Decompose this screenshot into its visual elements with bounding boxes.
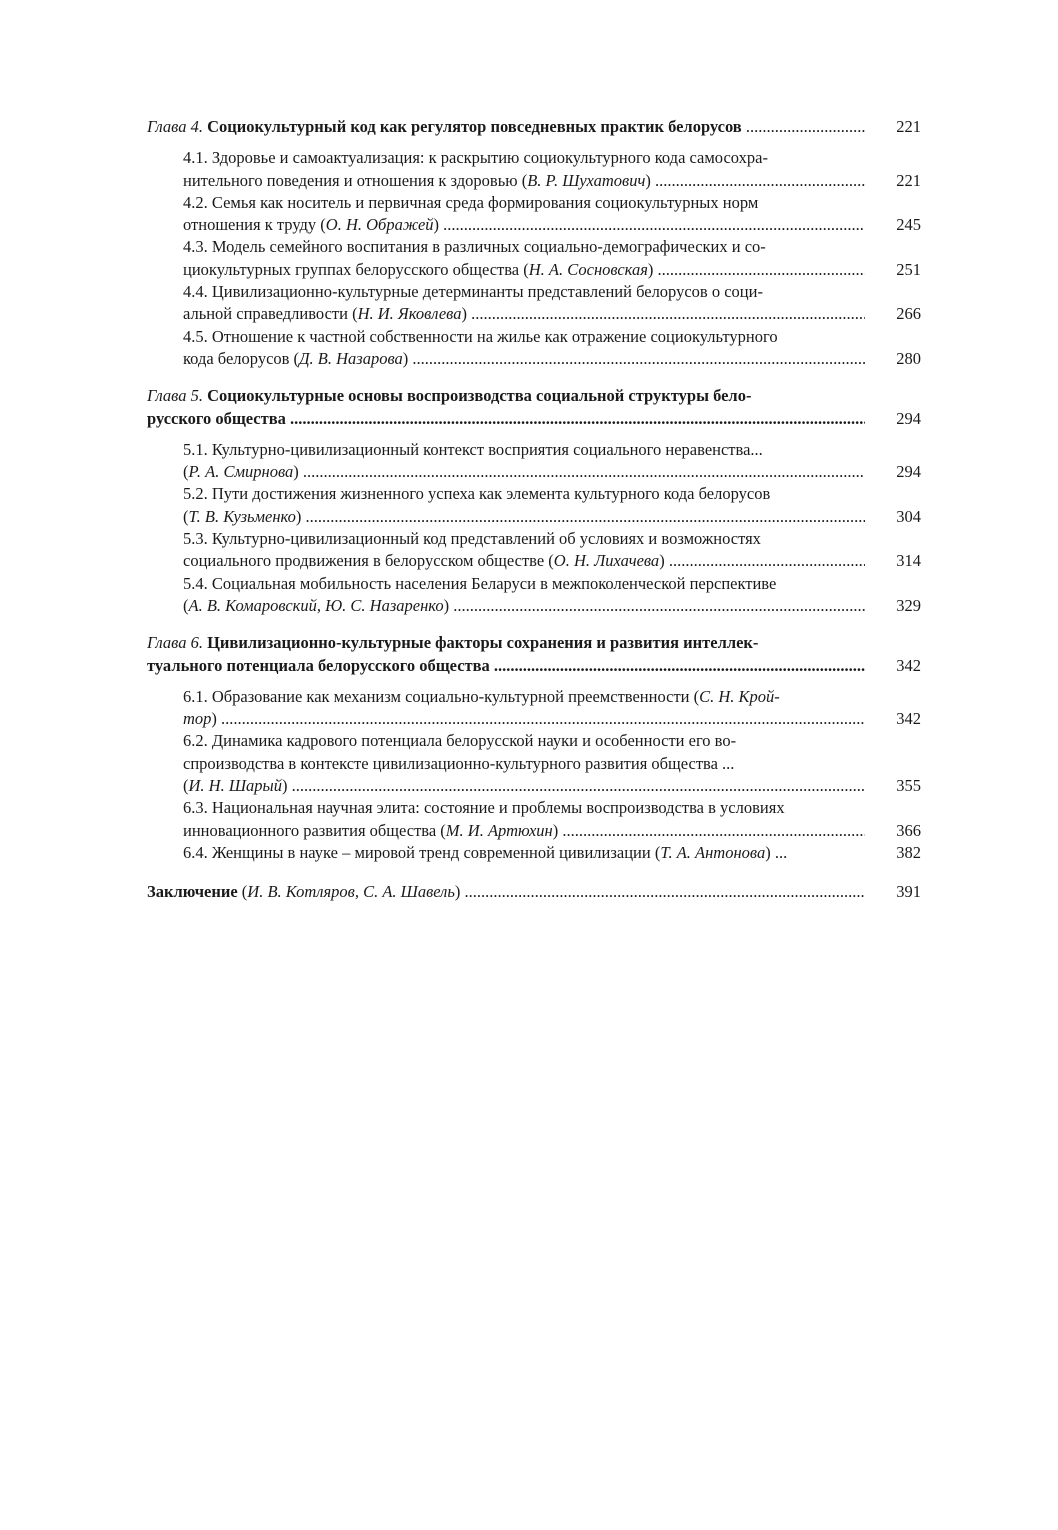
section-4-5-line2: кода белорусов (Д. В. Назарова) ..... <box>183 348 865 370</box>
section-4-5-title: 4.5. Отношение к частной собственности на жилье как отражение социокультурного <box>183 326 778 346</box>
section-5-2-line2: (Т. В. Кузьменко) ..... <box>183 506 865 528</box>
section-6-1-author: тор <box>183 709 212 729</box>
section-6-4-line1: 6.4. Женщины в науке – мировой тренд современной цивилизации (Т. А. Антонова) ... <box>183 842 788 862</box>
section-4-4[interactable] <box>147 281 921 326</box>
section-4-2-page: 245 <box>896 215 921 235</box>
chapter-4-title-line <box>147 116 865 138</box>
chapter-5-title-line1 <box>147 385 865 407</box>
section-5-1-author: Р. А. Смирнова <box>188 462 294 482</box>
section-6-2-page: 355 <box>896 776 921 796</box>
section-4-4-page: 266 <box>896 304 921 324</box>
section-4-4-author: Н. И. Яковлева <box>357 304 462 324</box>
section-5-2-author: Т. В. Кузьменко <box>188 506 296 526</box>
section-5-4[interactable] <box>147 573 921 618</box>
section-5-1-line2: (Р. А. Смирнова) ..... <box>183 461 865 483</box>
section-4-4-title: 4.4. Цивилизационно-культурные детерминанты представлений белорусов о соци- <box>183 282 763 302</box>
section-5-3-page: 314 <box>896 551 921 571</box>
section-4-4-line2: альной справедливости (Н. И. Яковлева) ..... <box>183 303 865 325</box>
section-4-5-page: 280 <box>896 348 921 368</box>
chapter-4-label: Глава 4. <box>147 117 203 136</box>
section-5-4-title: 5.4. Социальная мобильность населения Беларуси в межпоколенческой перспективе <box>183 573 777 593</box>
section-5-2[interactable] <box>147 483 921 528</box>
section-6-1-line2: тор) ..... <box>183 708 865 730</box>
section-5-4-author: А. В. Комаровский, Ю. С. Назаренко <box>188 595 444 615</box>
chapter-4-page: 221 <box>896 117 921 136</box>
chapter-5-label: Глава 5. <box>147 386 203 406</box>
section-6-2-line3: (И. Н. Шарый) ..... <box>183 775 865 797</box>
section-6-4-author: Т. А. Антонова <box>660 842 766 862</box>
section-6-3-title: 6.3. Национальная научная элита: состояние и проблемы воспроизводства в условиях <box>183 798 785 818</box>
section-5-2-title: 5.2. Пути достижения жизненного успеха как элемента культурного кода белорусов <box>183 484 771 504</box>
chapter-6-label: Глава 6. <box>147 633 203 653</box>
section-5-1[interactable] <box>147 439 921 484</box>
section-6-1[interactable] <box>147 686 921 731</box>
section-6-3[interactable] <box>147 797 921 842</box>
section-6-3-author: М. И. Артюхин <box>445 820 553 840</box>
conclusion-label: Заключение <box>147 882 238 902</box>
section-6-1-line1: 6.1. Образование как механизм социально-культурной преемственности (С. Н. Крой- <box>183 686 780 706</box>
chapter-6-title-line2: туального потенциала белорусского общества ..... <box>147 655 865 677</box>
section-6-2[interactable] <box>147 730 921 797</box>
section-5-1-title: 5.1. Культурно-цивилизационный контекст восприятия социального неравенства... <box>183 439 763 459</box>
conclusion-entry[interactable] <box>147 881 921 903</box>
section-4-2[interactable] <box>147 192 921 237</box>
conclusion-page: 391 <box>896 882 921 902</box>
section-5-3-author: О. Н. Лихачева <box>553 551 660 571</box>
table-of-contents <box>147 116 921 904</box>
section-4-2-title: 4.2. Семья как носитель и первичная среда формирования социокультурных норм <box>183 192 759 212</box>
section-5-3-line2: социального продвижения в белорусском обществе (О. Н. Лихачева) ..... <box>183 550 865 572</box>
section-4-1-page: 221 <box>896 170 921 190</box>
chapter-6-entry[interactable] <box>147 632 921 677</box>
section-5-4-page: 329 <box>896 595 921 615</box>
section-6-4[interactable] <box>147 842 921 864</box>
section-4-3-line2: циокультурных группах белорусского общества (Н. А. Сосновская) ..... <box>183 259 865 281</box>
conclusion-line: Заключение (И. В. Котляров, С. А. Шавель) ..... <box>147 881 865 903</box>
section-4-2-author: О. Н. Ображей <box>325 215 434 235</box>
section-6-1-page: 342 <box>896 709 921 729</box>
section-5-3-title: 5.3. Культурно-цивилизационный код представлений об условиях и возможностях <box>183 529 761 549</box>
chapter-4-entry[interactable] <box>147 116 921 138</box>
section-6-4-page: 382 <box>896 842 921 862</box>
section-6-2-title-cont: спроизводства в контексте цивилизационно-культурного развития общества ... <box>183 753 735 773</box>
section-4-3-author: Н. А. Сосновская <box>528 259 648 279</box>
section-4-5[interactable] <box>147 326 921 371</box>
section-6-2-author: И. Н. Шарый <box>188 776 282 796</box>
chapter-6-title-line1 <box>147 632 865 654</box>
chapter-5-entry[interactable] <box>147 385 921 430</box>
section-5-1-page: 294 <box>896 462 921 482</box>
chapter-6-title: Цивилизационно-культурные факторы сохранения и развития интеллек- <box>207 633 759 653</box>
section-4-1-author: В. Р. Шухатович <box>527 170 646 190</box>
section-5-3[interactable] <box>147 528 921 573</box>
section-4-1[interactable] <box>147 147 921 192</box>
chapter-5-title: Социокультурные основы воспроизводства социальной структуры бело- <box>207 386 752 406</box>
section-6-3-page: 366 <box>896 820 921 840</box>
chapter-5-page: 294 <box>896 408 921 428</box>
section-4-2-line2: отношения к труду (О. Н. Ображей) ..... <box>183 214 865 236</box>
section-4-5-author: Д. В. Назарова <box>299 348 403 368</box>
chapter-5-title-line2: русского общества ..... <box>147 408 865 430</box>
chapter-4-title: Социокультурный код как регулятор повседневных практик белорусов <box>207 117 742 136</box>
section-4-1-title: 4.1. Здоровье и самоактуализация: к раскрытию социокультурного кода самосохра- <box>183 148 768 168</box>
chapter-6-page: 342 <box>896 655 921 675</box>
section-4-3-title: 4.3. Модель семейного воспитания в различных социально-демографических и со- <box>183 237 766 257</box>
section-4-1-line2: нительного поведения и отношения к здоровью (В. Р. Шухатович) ..... <box>183 170 865 192</box>
section-6-2-title: 6.2. Динамика кадрового потенциала белорусской науки и особенности его во- <box>183 731 737 751</box>
section-4-3[interactable] <box>147 236 921 281</box>
section-5-4-line2: (А. В. Комаровский, Ю. С. Назаренко) ..... <box>183 595 865 617</box>
section-4-3-page: 251 <box>896 259 921 279</box>
section-5-2-page: 304 <box>896 506 921 526</box>
conclusion-author: И. В. Котляров, С. А. Шавель <box>247 882 455 902</box>
section-6-3-line2: инновационного развития общества (М. И. Артюхин) ..... <box>183 820 865 842</box>
